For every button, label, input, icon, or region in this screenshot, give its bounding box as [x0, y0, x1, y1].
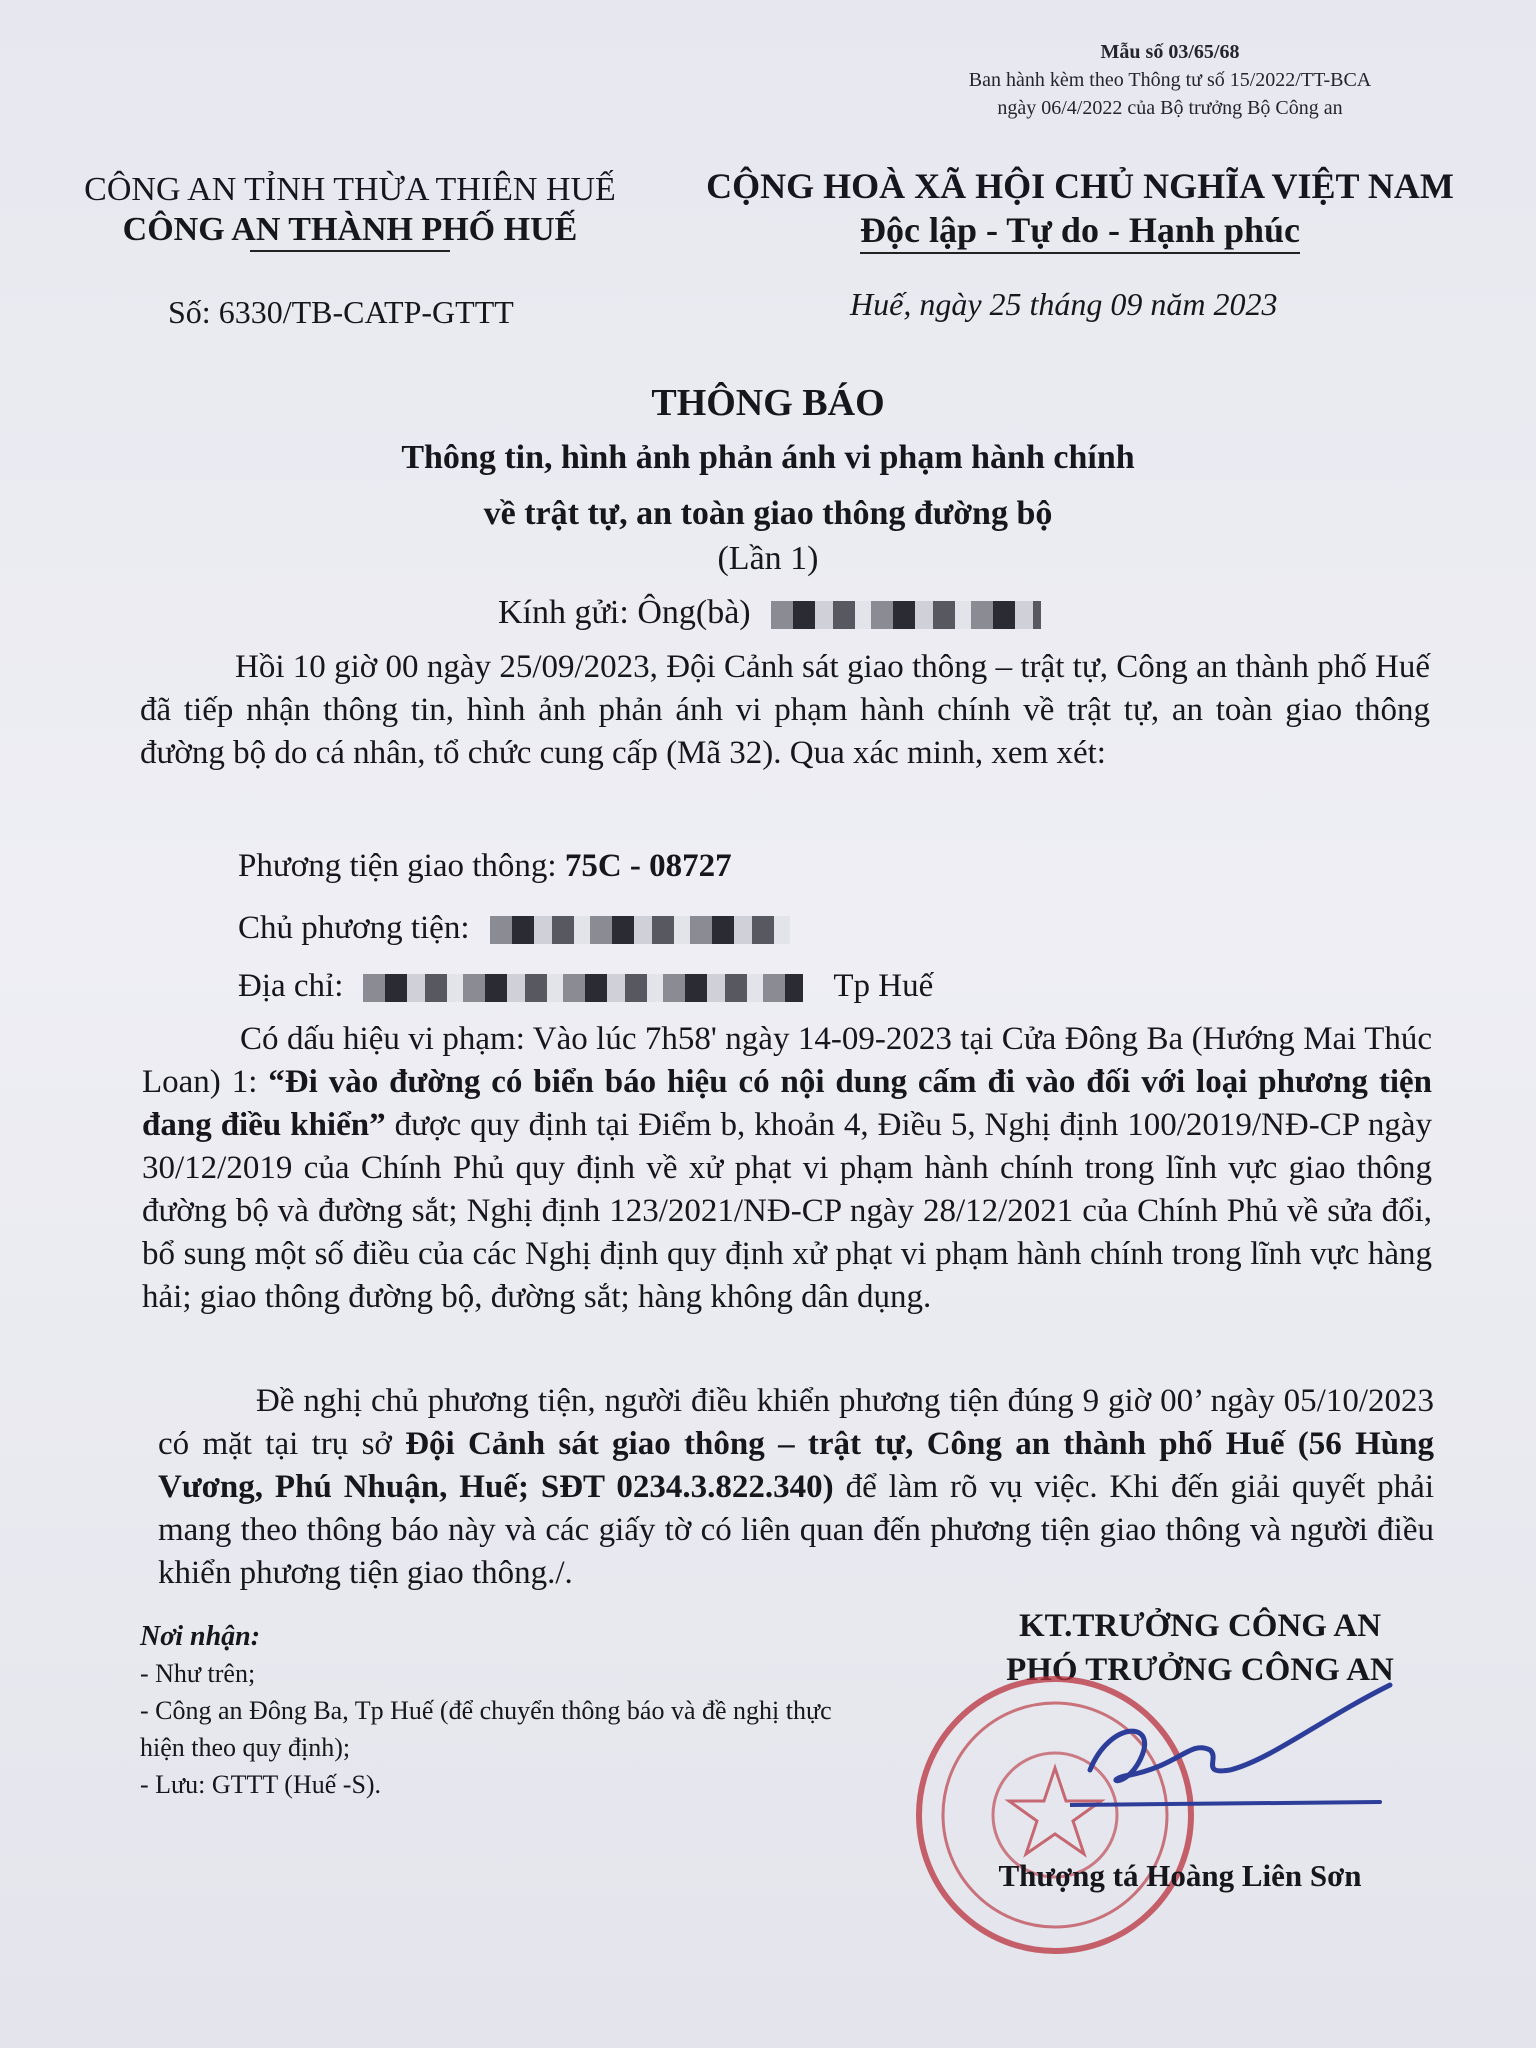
address-city: Tp Huế: [833, 968, 934, 1004]
paragraph-intro: Hồi 10 giờ 00 ngày 25/09/2023, Đội Cảnh sát giao thông – trật tự, Công an thành phố Huế đã tiếp nhận thông tin, hình ảnh phản ánh vi phạm hành chính về trật tự, an toàn giao thông đường bộ do cá nhân, tổ chức cung cấp (Mã 32). Qua xác minh, xem xét:: [140, 649, 1430, 771]
vehicle-plate-line: [238, 848, 732, 885]
address-line: [238, 968, 933, 1005]
signature-icon: [1070, 1680, 1400, 1820]
agency-underline: [250, 250, 450, 252]
agency-parent: CÔNG AN TỈNH THỪA THIÊN HUẾ: [84, 171, 616, 208]
violation-description: “Đi vào đường có biển báo hiệu có nội dung cấm đi vào đối với loại phương tiện đang điều khiển”: [142, 1064, 1432, 1143]
agency-name: CÔNG AN THÀNH PHỐ HUẾ: [122, 211, 578, 248]
form-issuance-line: Ban hành kèm theo Thông tư số 15/2022/TT-BCA: [968, 69, 1372, 91]
document-title: THÔNG BÁO: [651, 382, 885, 424]
signer-title: PHÓ TRƯỞNG CÔNG AN: [1006, 1652, 1394, 1688]
recipients-block: [140, 1618, 840, 1803]
paragraph-request: [158, 1380, 1434, 1595]
vehicle-owner-line: [238, 910, 790, 947]
recipient-item: - Như trên;: [140, 1659, 256, 1688]
violation-intro: Có dấu hiệu vi phạm: Vào lúc 7h58' ngày 14-09-2023 tại Cửa Đông Ba (Hướng Mai Thúc Loan) 1:: [142, 1021, 1432, 1100]
vehicle-plate: 75C - 08727: [564, 848, 732, 884]
form-code-block: [820, 38, 1520, 122]
document-number: Số: 6330/TB-CATP-GTTT: [168, 294, 514, 330]
national-header: [690, 164, 1470, 254]
address-label: Địa chỉ:: [238, 968, 344, 1004]
form-issuance-date: ngày 06/4/2022 của Bộ trưởng Bộ Công an: [997, 97, 1343, 119]
document-heading: [0, 378, 1536, 540]
signer-name: Thượng tá Hoàng Liên Sơn: [998, 1858, 1362, 1893]
document-subtitle-1: Thông tin, hình ảnh phản ánh vi phạm hành chính: [401, 439, 1135, 476]
redacted-recipient-name: [771, 601, 1041, 629]
issuing-agency: [60, 170, 640, 252]
nation-name: CỘNG HOÀ XÃ HỘI CHỦ NGHĨA VIỆT NAM: [706, 166, 1454, 206]
recipient-line: [498, 594, 1041, 632]
vehicle-label: Phương tiện giao thông:: [238, 848, 565, 884]
form-number: Mẫu số 03/65/68: [1100, 41, 1240, 63]
signer-authority: KT.TRƯỞNG CÔNG AN: [1018, 1608, 1382, 1644]
notice-count: (Lần 1): [717, 540, 819, 577]
recipients-heading: Nơi nhận:: [140, 1621, 261, 1652]
owner-label: Chủ phương tiện:: [238, 910, 470, 946]
redacted-address: [363, 974, 803, 1002]
document-subtitle-2: về trật tự, an toàn giao thông đường bộ: [483, 495, 1053, 532]
document-date: Huế, ngày 25 tháng 09 năm 2023: [850, 286, 1278, 322]
violation-legal-basis: được quy định tại Điểm b, khoản 4, Điều 5, Nghị định 100/2019/NĐ-CP ngày 30/12/2019 của Chính Phủ quy định về xử phạt vi phạm hành chính trong lĩnh vực giao thông đường bộ và đường sắt; Nghị định 123/2021/NĐ-CP ngày 28/12/2021 của Chính Phủ về sửa đổi, bổ sung một số điều của các Nghị định quy định xử phạt vi phạm hành chính trong lĩnh vực hàng hải; giao thông đường bộ, đường sắt; hàng không dân dụng.: [142, 1107, 1432, 1315]
redacted-owner-name: [490, 916, 790, 944]
nation-motto: Độc lập - Tự do - Hạnh phúc: [860, 208, 1300, 254]
paragraph-violation: [142, 1018, 1432, 1319]
request-intro: Đề nghị chủ phương tiện, người điều khiển phương tiện đúng 9 giờ 00’ ngày 05/10/2023 có mặt tại trụ sở: [158, 1383, 1434, 1462]
recipient-item: - Lưu: GTTT (Huế -S).: [140, 1770, 382, 1799]
recipient-item: - Công an Đông Ba, Tp Huế (để chuyển thông báo và đề nghị thực hiện theo quy định);: [140, 1696, 832, 1762]
recipient-label: Kính gửi: Ông(bà): [498, 594, 751, 631]
request-instructions: để làm rõ vụ việc. Khi đến giải quyết phải mang theo thông báo này và các giấy tờ có liên quan đến phương tiện giao thông và người điều khiển phương tiện giao thông./.: [158, 1469, 1434, 1591]
request-location: Đội Cảnh sát giao thông – trật tự, Công an thành phố Huế (56 Hùng Vương, Phú Nhuận, Huế; SĐT 0234.3.822.340): [158, 1426, 1434, 1505]
